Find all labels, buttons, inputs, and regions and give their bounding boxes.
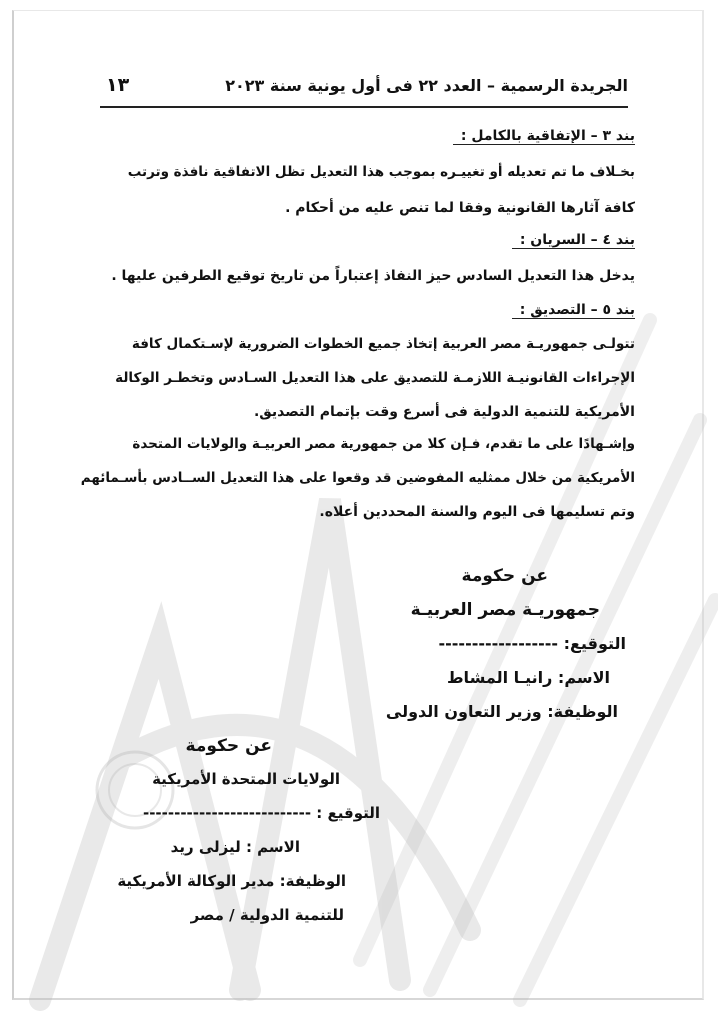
clause-5-line-3: الأمريكية للتنمية الدولية فى أسرع وقت بإتمام التصديق.	[253, 404, 635, 420]
clause-5-line-1: تتولـى جمهوريـة مصر العربية إتخاذ جميع الخطوات الضرورية لإسـتكمال كافة	[131, 336, 635, 352]
usa-country: الولايات المتحدة الأمريكية	[152, 770, 340, 788]
clause-3-line-1: بخـلاف ما تم تعديله أو تغييـره بموجب هذا التعديل تظل الاتفاقية نافذة وترتب	[127, 164, 635, 180]
closing-line-2: الأمريكية من خلال ممثليه المفوضين قد وقعوا على هذا التعديل الســادس بأسـمائهم	[80, 470, 635, 486]
egypt-country: جمهوريـة مصر العربيـة	[410, 600, 600, 620]
usa-on-behalf: عن حكومة	[185, 736, 272, 756]
page-header	[100, 70, 628, 108]
clause-5-line-2: الإجراءات القانونيـة اللازمـة للتصديق على هذا التعديل السـادس وتخطـر الوكالة	[115, 370, 635, 386]
clause-4-title: بند ٤ – السريان :	[512, 232, 635, 249]
running-title: الجريدة الرسمية – العدد ٢٢ فى أول يونية سنة ٢٠٢٣	[225, 76, 628, 95]
usa-signatory-title-2: للتنمية الدولية / مصر	[190, 906, 344, 924]
usa-signature-line: التوقيع : ---------------------------	[142, 804, 380, 822]
usa-signatory-name: الاسم : ليزلى ريد	[170, 838, 300, 856]
page-number: ١٣	[106, 74, 130, 96]
closing-line-1: وإشـهادًا على ما تقدم، فـإن كلا من جمهورية مصر العربيـة والولايات المتحدة	[132, 436, 635, 452]
clause-3-line-2: كافة آثارها القانونية وفقا لما تنص عليه من أحكام .	[285, 200, 635, 216]
egypt-signatory-title: الوظيفة: وزير التعاون الدولى	[385, 702, 618, 721]
closing-line-3: وتم تسليمها فى اليوم والسنة المحددين أعلاه.	[319, 504, 635, 520]
usa-signatory-title-1: الوظيفة: مدير الوكالة الأمريكية	[117, 872, 346, 890]
egypt-signature-line: التوقيع: ------------------	[438, 634, 626, 653]
clause-5-title: بند ٥ – التصديق :	[512, 302, 635, 319]
clause-3-title: بند ٣ – الإتفاقية بالكامل :	[453, 128, 635, 145]
clause-4-line-1: يدخل هذا التعديل السادس حيز النفاذ إعتباراً من تاريخ توقيع الطرفين عليها .	[111, 268, 635, 284]
egypt-signatory-name: الاسم: رانيـا المشاط	[446, 668, 610, 687]
egypt-on-behalf: عن حكومة	[461, 566, 548, 586]
